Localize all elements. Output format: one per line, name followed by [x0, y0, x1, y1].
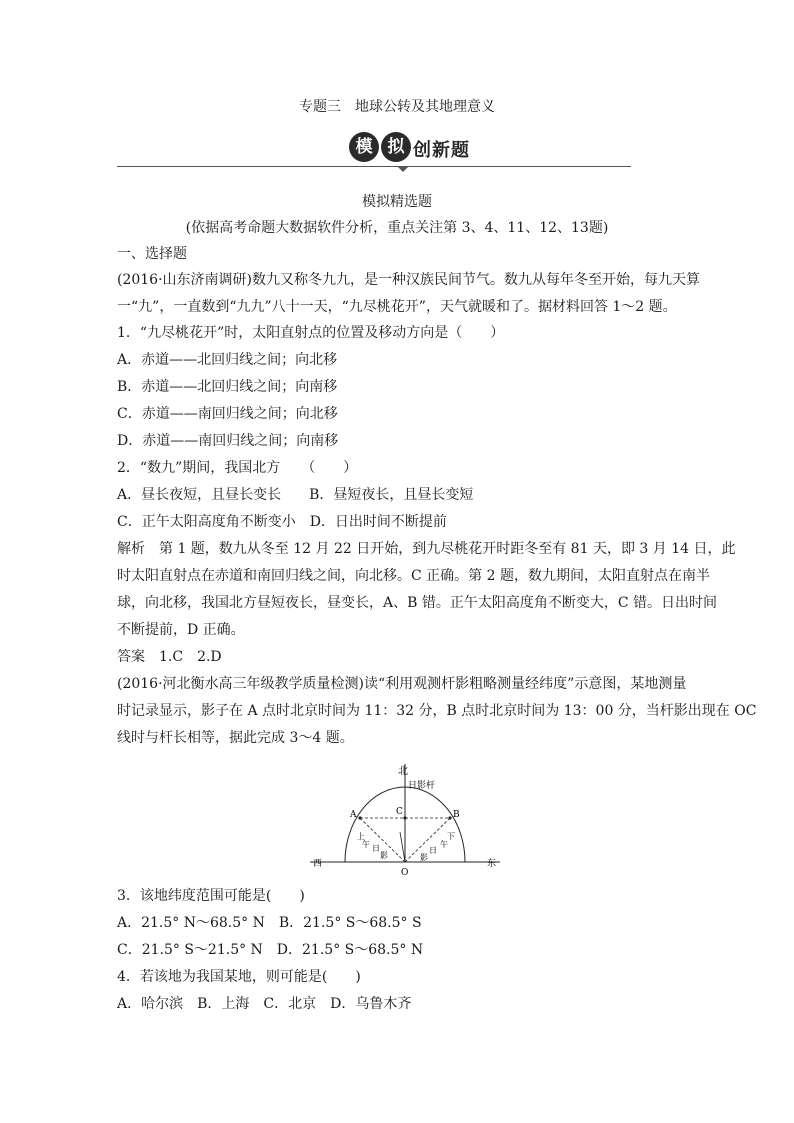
part-heading: 一、选择题 [117, 246, 187, 262]
q1-option-c: C．赤道——南回归线之间；向北移 [117, 406, 338, 422]
point-a-dot [358, 816, 361, 819]
q3-stem: 3．该地纬度范围可能是( ) [117, 888, 305, 904]
analysis-line3: 球，向北移，我国北方昼短夜长，昼变长，A、B 错。正午太阳高度角不断变大，C 错。日出时间 [117, 595, 718, 611]
point-b-dot [448, 816, 451, 819]
answer-line: 答案 1.C 2.D [117, 649, 222, 665]
banner-label: 创新题 [413, 140, 470, 161]
q2-options-row2: C．正午太阳高度角不断变小 D．日出时间不断提前 [117, 514, 447, 530]
banner [349, 132, 484, 166]
passage2-line2: 时记录显示，影子在 A 点时北京时间为 11：32 分，B 点时北京时间为 13：00 分，当杆影出现在 OC [117, 703, 757, 719]
q1-stem: 1．“九尽桃花开”时，太阳直射点的位置及移动方向是（ ） [117, 325, 505, 341]
q1-option-b: B．赤道——北回归线之间；向南移 [117, 379, 338, 395]
divider-notch-icon [397, 166, 409, 172]
passage2-line1: (2016·河北衡水高三年级教学质量检测)读“利用观测杆影粗略测量经纬度”示意图，某地测量 [117, 676, 687, 692]
pole-label: 日影杆 [408, 781, 436, 791]
q1-option-a: A．赤道——北回归线之间；向北移 [117, 352, 338, 368]
point-a-label: A [350, 810, 357, 820]
point-b-label: B [453, 810, 460, 820]
pm-shadow-3: 日 [429, 846, 437, 855]
q4-options: A．哈尔滨 B．上海 C．北京 D．乌鲁木齐 [117, 996, 412, 1012]
q1-option-d: D．赤道——南回归线之间；向南移 [117, 433, 339, 449]
point-o-label: O [401, 868, 409, 878]
pm-shadow-1: 下 [447, 832, 455, 841]
north-label: 北 [398, 766, 408, 777]
passage2-line3: 线时与杆长相等，据此完成 3～4 题。 [117, 730, 354, 746]
am-shadow-3: 日 [372, 844, 380, 853]
west-label: 西 [313, 859, 323, 869]
q3-options-row2: C．21.5° S～21.5° N D．21.5° S～68.5° N [117, 942, 424, 958]
q2-stem: 2．“数九”期间，我国北方 （ ） [117, 460, 358, 476]
chapter-title: 专题三 地球公转及其地理意义 [299, 99, 495, 115]
section-title: 模拟精选题 [362, 194, 432, 210]
analysis-line2: 时太阳直射点在赤道和南回归线之间，向北移。C 正确。第 2 题，数九期间，太阳直射点在南半 [117, 568, 710, 584]
q2-options-row1: A．昼长夜短，且昼长变长 B．昼短夜长，且昼长变短 [117, 487, 474, 503]
east-label: 东 [487, 859, 497, 869]
point-c-label: C [396, 807, 403, 817]
point-c-dot [403, 816, 406, 819]
analysis-line4: 不断提前，D 正确。 [117, 622, 245, 638]
q4-stem: 4．若该地为我国某地，则可能是( ) [117, 969, 361, 985]
pm-shadow-2: 午 [440, 840, 448, 849]
banner-badge-2: 拟 [381, 132, 411, 162]
section-note: (依据高考命题大数据软件分析，重点关注第 3、4、11、12、13题) [185, 220, 609, 236]
q3-options-row1: A．21.5° N～68.5° N B．21.5° S～68.5° S [117, 915, 422, 931]
am-shadow-1: 上 [357, 832, 365, 841]
passage1-line2: 一“九”，一直数到“九九”八十一天，“九尽桃花开”，天气就暖和了。据材料回答 1～2 题。 [117, 299, 677, 315]
passage1-line1: (2016·山东济南调研)数九又称冬九九，是一种汉族民间节气。数九从每年冬至开始，每九天算 [117, 272, 701, 288]
header-divider [117, 166, 631, 167]
analysis-line1: 解析 第 1 题，数九从冬至 12 月 22 日开始，到九尽桃花开时距冬至有 81 天，即 3 月 14 日，此 [117, 541, 736, 557]
am-shadow-2: 午 [362, 840, 370, 849]
pm-shadow-4: 影 [420, 853, 428, 862]
shadow-measurement-diagram [310, 762, 500, 880]
banner-badge-1: 模 [349, 132, 379, 162]
am-shadow-4: 影 [380, 851, 388, 860]
